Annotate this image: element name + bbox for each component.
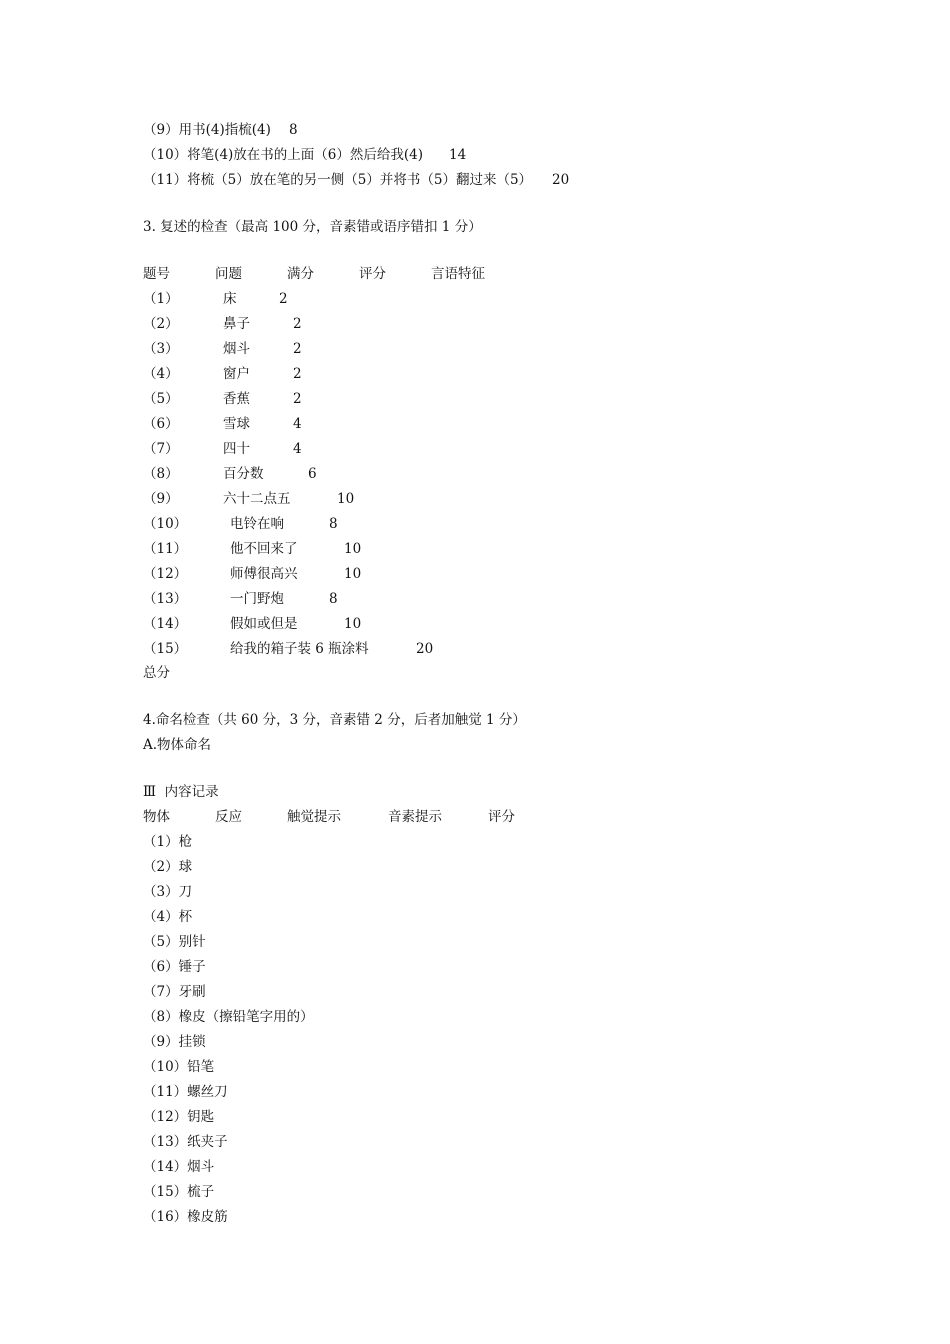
row-no: （8） bbox=[143, 466, 179, 482]
header-object: 物体 bbox=[143, 809, 170, 825]
list-item: （3）刀 bbox=[143, 884, 193, 900]
list-item: （8）橡皮（擦铅笔字用的） bbox=[143, 1009, 314, 1025]
row-full: 20 bbox=[416, 641, 434, 657]
row-item: 电铃在响 bbox=[230, 516, 284, 532]
row-full: 8 bbox=[329, 591, 338, 607]
list-item: （7）牙刷 bbox=[143, 984, 206, 1000]
record-title: Ⅲ 内容记录 bbox=[143, 784, 219, 800]
row-no: （9） bbox=[143, 491, 179, 507]
row-full: 2 bbox=[293, 341, 302, 357]
row-item: 他不回来了 bbox=[230, 541, 298, 557]
row-item: 六十二点五 bbox=[223, 491, 291, 507]
list-item: （4）杯 bbox=[143, 909, 193, 925]
row-no: （10） bbox=[143, 516, 188, 532]
row-item: 师傅很高兴 bbox=[230, 566, 298, 582]
row-no: （13） bbox=[143, 591, 188, 607]
list-item: （16）橡皮筋 bbox=[143, 1209, 228, 1225]
header-phoneme-cue: 音素提示 bbox=[388, 809, 442, 825]
row-full: 2 bbox=[293, 366, 302, 382]
row-no: （7） bbox=[143, 441, 179, 457]
row-item: 四十 bbox=[223, 441, 250, 457]
row-item: 给我的箱子装 6 瓶涂料 bbox=[230, 641, 369, 657]
row-item: 床 bbox=[223, 291, 237, 307]
instruction-text: （9）用书(4)指梳(4) bbox=[143, 122, 271, 138]
list-item: （6）锤子 bbox=[143, 959, 206, 975]
row-full: 8 bbox=[329, 516, 338, 532]
section3-heading: 3. 复述的检查（最高 100 分，音素错或语序错扣 1 分） bbox=[143, 219, 482, 235]
list-item: （9）挂锁 bbox=[143, 1034, 206, 1050]
row-no: （4） bbox=[143, 366, 179, 382]
instruction-text: （11）将梳（5）放在笔的另一侧（5）并将书（5）翻过来（5） bbox=[143, 172, 533, 188]
list-item: （5）别针 bbox=[143, 934, 206, 950]
row-full: 2 bbox=[279, 291, 288, 307]
row-item: 一门野炮 bbox=[230, 591, 284, 607]
section3-total: 总分 bbox=[143, 665, 170, 681]
row-item: 鼻子 bbox=[223, 316, 250, 332]
row-full: 2 bbox=[293, 316, 302, 332]
row-full: 4 bbox=[293, 441, 302, 457]
row-full: 10 bbox=[337, 491, 355, 507]
list-item: （13）纸夹子 bbox=[143, 1134, 228, 1150]
section4-heading: 4.命名检查（共 60 分，3 分，音素错 2 分，后者加触觉 1 分） bbox=[143, 712, 526, 728]
list-item: （12）钥匙 bbox=[143, 1109, 215, 1125]
row-item: 百分数 bbox=[223, 466, 264, 482]
row-full: 10 bbox=[344, 616, 362, 632]
instruction-text: （10）将笔(4)放在书的上面（6）然后给我(4) bbox=[143, 147, 424, 163]
row-no: （5） bbox=[143, 391, 179, 407]
list-item: （2）球 bbox=[143, 859, 193, 875]
row-full: 10 bbox=[344, 541, 362, 557]
row-full: 6 bbox=[308, 466, 317, 482]
row-no: （1） bbox=[143, 291, 179, 307]
row-no: （3） bbox=[143, 341, 179, 357]
list-item: （11）螺丝刀 bbox=[143, 1084, 228, 1100]
row-no: （6） bbox=[143, 416, 179, 432]
row-no: （15） bbox=[143, 641, 188, 657]
row-full: 4 bbox=[293, 416, 302, 432]
section4-subheading: A.物体命名 bbox=[143, 737, 212, 753]
header-response: 反应 bbox=[215, 809, 242, 825]
header-tactile-cue: 触觉提示 bbox=[287, 809, 341, 825]
row-item: 香蕉 bbox=[223, 391, 250, 407]
instruction-score: 20 bbox=[552, 172, 570, 188]
row-no: （12） bbox=[143, 566, 188, 582]
row-item: 雪球 bbox=[223, 416, 250, 432]
row-no: （2） bbox=[143, 316, 179, 332]
list-item: （1）枪 bbox=[143, 834, 193, 850]
list-item: （14）烟斗 bbox=[143, 1159, 215, 1175]
header-full-score: 满分 bbox=[287, 266, 314, 282]
row-no: （11） bbox=[143, 541, 188, 557]
list-item: （10）铅笔 bbox=[143, 1059, 215, 1075]
header-score: 评分 bbox=[359, 266, 386, 282]
list-item: （15）梳子 bbox=[143, 1184, 215, 1200]
row-item: 窗户 bbox=[223, 366, 250, 382]
header-question: 问题 bbox=[215, 266, 242, 282]
row-full: 2 bbox=[293, 391, 302, 407]
row-item: 假如或但是 bbox=[230, 616, 298, 632]
header-no: 题号 bbox=[143, 266, 170, 282]
header-speech-features: 言语特征 bbox=[431, 266, 485, 282]
row-item: 烟斗 bbox=[223, 341, 250, 357]
row-no: （14） bbox=[143, 616, 188, 632]
instruction-score: 8 bbox=[289, 122, 298, 138]
header-score: 评分 bbox=[488, 809, 515, 825]
row-full: 10 bbox=[344, 566, 362, 582]
instruction-score: 14 bbox=[449, 147, 467, 163]
